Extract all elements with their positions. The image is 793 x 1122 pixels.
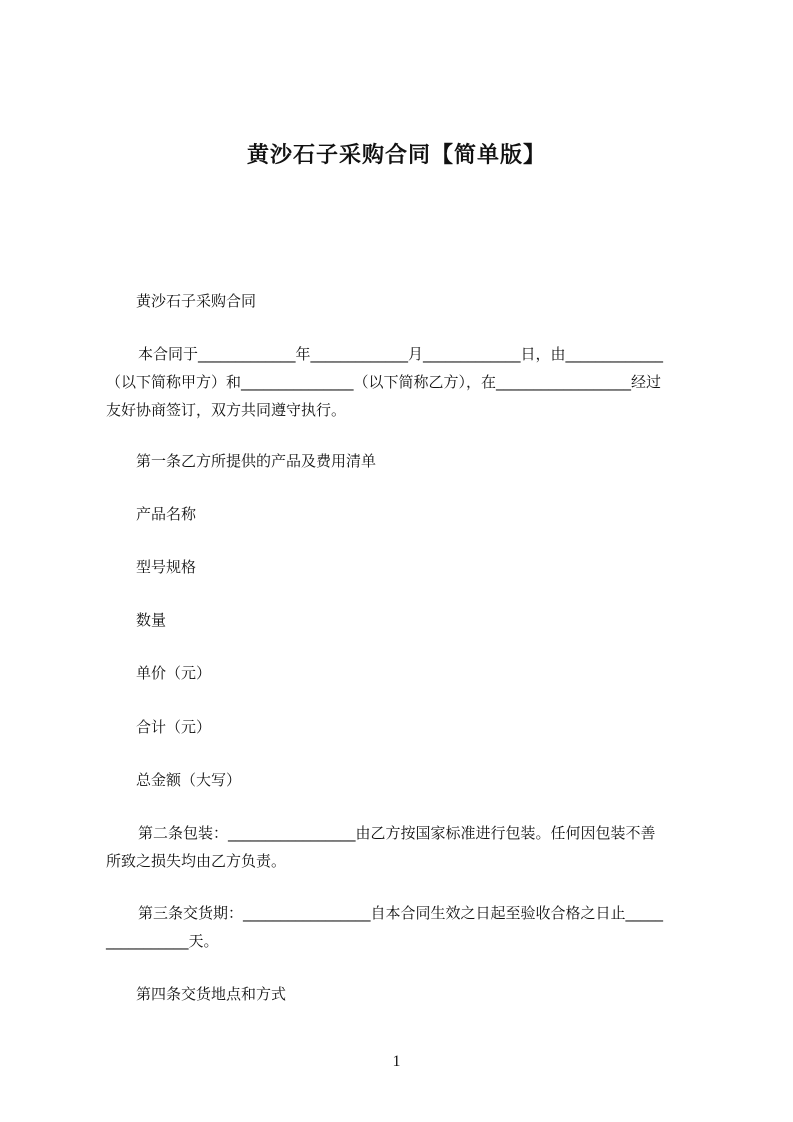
- field-unit-price: 单价（元）: [136, 664, 212, 682]
- field-product-name: 产品名称: [136, 505, 197, 523]
- field-quantity: 数量: [136, 611, 167, 629]
- article-2-line-2: 所致之损失均由乙方负责。: [106, 852, 287, 870]
- document-title: 黄沙石子采购合同【简单版】: [246, 143, 546, 168]
- article-1-title: 第一条乙方所提供的产品及费用清单: [136, 452, 377, 470]
- intro-line-2: （以下简称甲方）和_______________（以下简称乙方），在__________________经过: [106, 373, 662, 391]
- field-model-spec: 型号规格: [136, 558, 197, 576]
- article-3-line-2: ___________天。: [106, 932, 219, 950]
- article-3-line-1: 第三条交货期：_________________自本合同生效之日起至验收合格之日止_____: [138, 904, 664, 922]
- field-total-amount: 总金额（大写）: [136, 771, 242, 789]
- field-subtotal: 合计（元）: [136, 718, 212, 736]
- contract-subtitle: 黄沙石子采购合同: [136, 292, 257, 310]
- article-4-title: 第四条交货地点和方式: [136, 985, 287, 1003]
- intro-paragraph: [106, 340, 706, 424]
- page-number: 1: [392, 1053, 401, 1070]
- intro-line-3: 友好协商签订，双方共同遵守执行。: [106, 401, 347, 419]
- article-2-paragraph: [106, 819, 706, 875]
- intro-line-1: 本合同于_____________年_____________月_____________日，由_____________: [138, 345, 664, 363]
- article-2-line-1: 第二条包装：_________________由乙方按国家标准进行包装。任何因包装不善: [138, 824, 656, 842]
- article-3-paragraph: [106, 899, 706, 955]
